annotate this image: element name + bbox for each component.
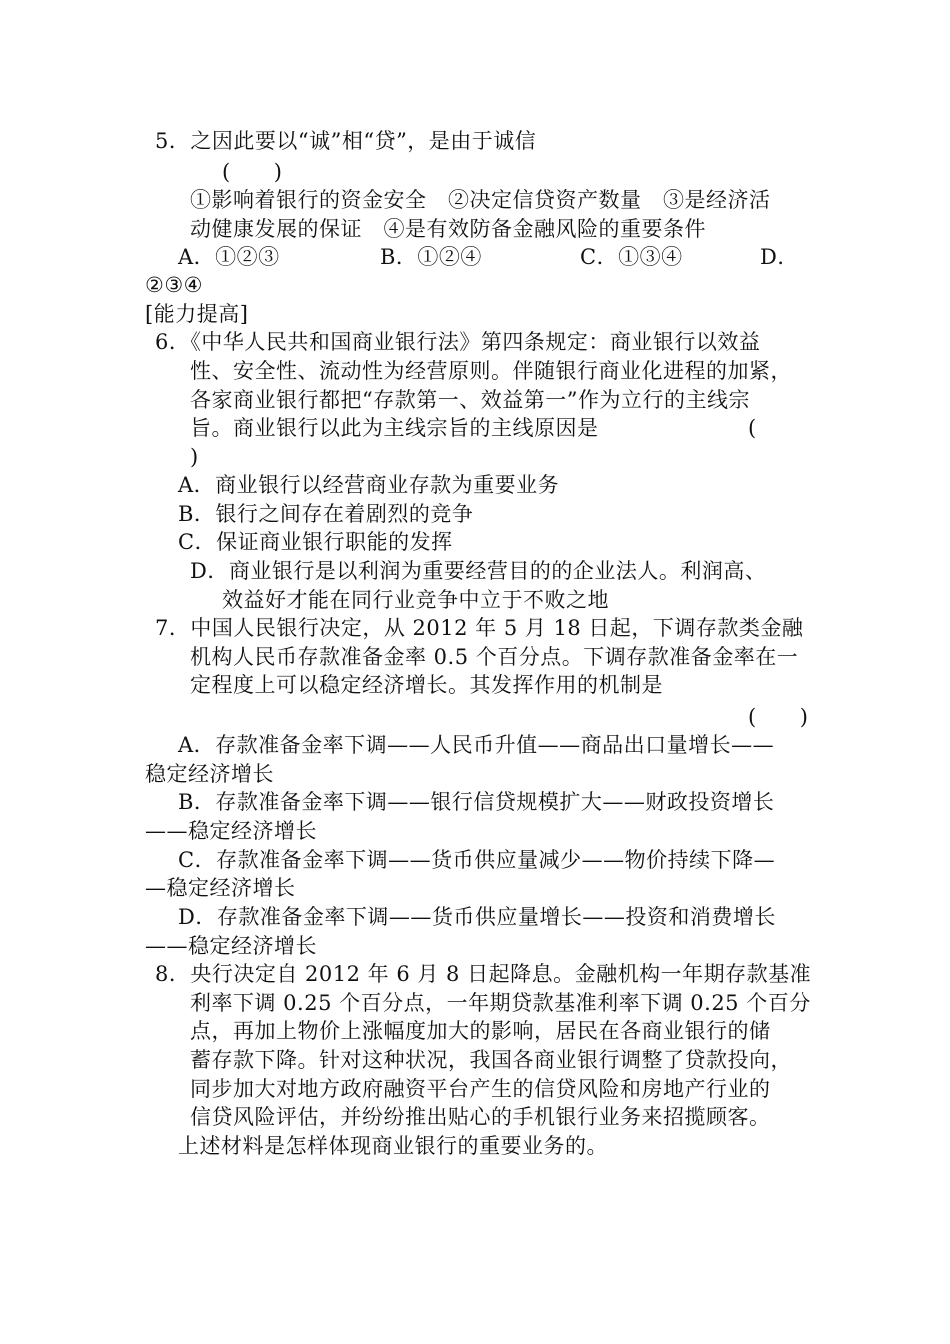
q5-answer-bracket: ( ) — [222, 160, 283, 184]
q7-stem-line-2: 机构人民币存款准备金率 0.5 个百分点。下调存款准备金率在一 — [190, 645, 799, 669]
q8-stem-line-1: 8．央行决定自 2012 年 6 月 8 日起降息。金融机构一年期存款基准 — [155, 962, 812, 986]
q8-stem-line-4: 蓄存款下降。针对这种状况，我国各商业银行调整了贷款投向， — [190, 1048, 792, 1072]
q5-statements-line-1: ①影响着银行的资金安全 ②决定信贷资产数量 ③是经济活 — [190, 188, 771, 212]
q7-option-b-line-1: B．存款准备金率下调——银行信贷规模扩大——财政投资增长 — [178, 790, 775, 814]
q7-option-a-line-1: A．存款准备金率下调——人民币升值——商品出口量增长—— — [178, 733, 775, 757]
q6-stem-line-1: 6．《中华人民共和国商业银行法》第四条规定：商业银行以效益 — [155, 330, 761, 354]
q5-option-b: B．①②④ — [380, 245, 482, 269]
q5-option-d-text: ②③④ — [145, 273, 203, 297]
q5-option-d-label: D． — [760, 245, 799, 269]
q7-option-c-line-1: C．存款准备金率下调——货币供应量减少——物价持续下降— — [178, 848, 776, 872]
q8-stem-line-5: 同步加大对地方政府融资平台产生的信贷风险和房地产行业的 — [190, 1077, 771, 1101]
q5-statements-line-2: 动健康发展的保证 ④是有效防备金融风险的重要条件 — [190, 217, 706, 241]
q5-option-c: C．①③④ — [580, 245, 683, 269]
q8-stem-line-2: 利率下调 0.25 个百分点，一年期贷款基准利率下调 0.25 个百分 — [190, 991, 811, 1015]
q7-answer-bracket: ( ) — [748, 705, 809, 729]
q6-option-d-line-2: 效益好才能在同行业竞争中立于不败之地 — [222, 588, 609, 612]
q6-option-d-line-1: D．商业银行是以利润为重要经营目的的企业法人。利润高、 — [190, 559, 767, 583]
q7-option-d-line-1: D．存款准备金率下调——货币供应量增长——投资和消费增长 — [178, 905, 776, 929]
q6-answer-bracket-open: ( — [748, 416, 757, 440]
q6-stem-line-4: 旨。商业银行以此为主线宗旨的主线原因是 — [190, 416, 599, 440]
q7-stem-line-1: 7．中国人民银行决定，从 2012 年 5 月 18 日起，下调存款类金融 — [155, 616, 804, 640]
q7-stem-line-3: 定程度上可以稳定经济增长。其发挥作用的机制是 — [190, 673, 663, 697]
q6-answer-bracket-close: ) — [190, 445, 199, 469]
q6-option-b: B．银行之间存在着剧烈的竞争 — [178, 502, 474, 526]
q8-question: 上述材料是怎样体现商业银行的重要业务的。 — [178, 1134, 608, 1158]
q7-option-a-line-2: 稳定经济增长 — [145, 762, 274, 786]
q5-option-a: A．①②③ — [178, 245, 280, 269]
q5-stem: 5．之因此要以“诚”相“贷”，是由于诚信 — [155, 129, 537, 153]
q6-stem-line-2: 性、安全性、流动性为经营原则。伴随银行商业化进程的加紧， — [190, 359, 792, 383]
q7-option-d-line-2: ——稳定经济增长 — [145, 934, 317, 958]
q7-option-b-line-2: ——稳定经济增长 — [145, 819, 317, 843]
q8-stem-line-3: 点，再加上物价上涨幅度加大的影响，居民在各商业银行的储 — [190, 1019, 771, 1043]
q6-option-c: C．保证商业银行职能的发挥 — [178, 530, 453, 554]
q7-option-c-line-2: —稳定经济增长 — [145, 876, 296, 900]
q6-option-a: A．商业银行以经营商业存款为重要业务 — [178, 473, 560, 497]
q6-stem-line-3: 各家商业银行都把“存款第一、效益第一”作为立行的主线宗 — [190, 388, 750, 412]
q8-stem-line-6: 信贷风险评估，并纷纷推出贴心的手机银行业务来招揽顾客。 — [190, 1105, 771, 1129]
section-heading: [能力提高] — [145, 302, 249, 326]
